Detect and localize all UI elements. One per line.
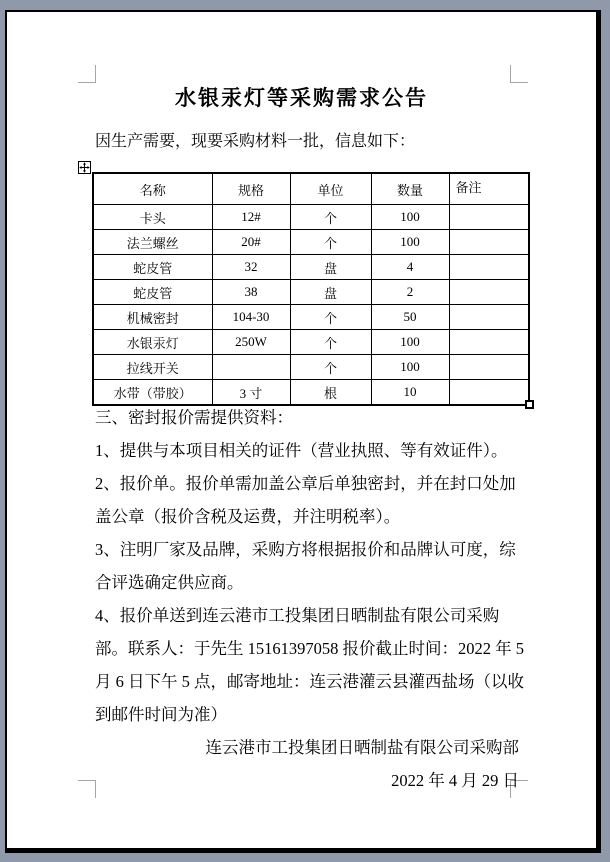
table-cell: 250W [212, 330, 290, 355]
table-row [93, 305, 529, 330]
date-line: 2022 年 4 月 29 日 [391, 771, 519, 790]
table-cell: 个 [290, 355, 371, 380]
table-cell [449, 255, 529, 280]
column-header: 数量 [371, 173, 449, 205]
paragraph: 2、报价单。报价单需加盖公章后单独密封，并在封口处加盖公章（报价含税及运费，并注明税率）。 [95, 474, 516, 526]
table-cell: 104-30 [212, 305, 290, 330]
paragraph: 三、密封报价需提供资料： [95, 408, 293, 427]
table-cell [449, 305, 529, 330]
column-header: 单位 [290, 173, 371, 205]
intro-paragraph: 因生产需要，现要采购材料一批，信息如下： [95, 133, 416, 150]
table-move-handle-icon[interactable] [78, 161, 91, 174]
procurement-items-table [92, 172, 530, 406]
table-cell: 拉线开关 [93, 355, 212, 380]
table-cell: 蛇皮管 [93, 280, 212, 305]
paragraph: 3、注明厂家及品牌，采购方将根据报价和品牌认可度，综合评选确定供应商。 [95, 540, 516, 592]
table-cell: 卡头 [93, 205, 212, 230]
document-page [5, 10, 601, 853]
margin-mark-top-left [78, 65, 96, 83]
table-cell: 水银汞灯 [93, 330, 212, 355]
table-cell: 法兰螺丝 [93, 230, 212, 255]
body-text-block [95, 401, 531, 797]
table-cell: 32 [212, 255, 290, 280]
table-row [93, 255, 529, 280]
table-cell: 水带（带胶） [93, 380, 212, 406]
table-cell: 38 [212, 280, 290, 305]
paragraph: 4、报价单送到连云港市工投集团日晒制盐有限公司采购部。联系人：于先生 15161397058 报价截止时间：2022 年 5 月 6 日下午 5 点，邮寄地址：连云港灌云县灌西盐场（以收到邮件时间为准） [95, 606, 524, 724]
table-row [93, 280, 529, 305]
column-header: 规格 [212, 173, 290, 205]
margin-mark-bottom-left [78, 780, 96, 798]
table-header-row [93, 173, 529, 205]
table-cell: 10 [371, 380, 449, 406]
table-cell: 100 [371, 230, 449, 255]
table-cell: 个 [290, 305, 371, 330]
margin-mark-top-right [510, 65, 528, 83]
paragraph-list [95, 401, 531, 731]
table-cell: 50 [371, 305, 449, 330]
column-header: 名称 [93, 173, 212, 205]
paragraph: 1、提供与本项目相关的证件（营业执照、等有效证件）。 [95, 441, 508, 460]
table-cell: 机械密封 [93, 305, 212, 330]
table-row [93, 330, 529, 355]
table-cell: 20# [212, 230, 290, 255]
table-cell: 100 [371, 330, 449, 355]
table-row [93, 205, 529, 230]
table-cell [449, 205, 529, 230]
table-cell: 100 [371, 355, 449, 380]
table-cell [212, 355, 290, 380]
column-header: 备注 [449, 173, 529, 205]
table-cell: 盘 [290, 280, 371, 305]
table-cell: 3 寸 [212, 380, 290, 406]
table-cell: 蛇皮管 [93, 255, 212, 280]
table-cell [449, 355, 529, 380]
table-cell: 个 [290, 230, 371, 255]
signature-line: 连云港市工投集团日晒制盐有限公司采购部 [205, 738, 519, 757]
table-cell: 个 [290, 330, 371, 355]
table-row [93, 230, 529, 255]
table-cell: 4 [371, 255, 449, 280]
table-cell [449, 230, 529, 255]
table-cell: 个 [290, 205, 371, 230]
table-cell [449, 280, 529, 305]
document-title: 水银汞灯等采购需求公告 [175, 86, 428, 110]
table-cell: 12# [212, 205, 290, 230]
table-cell: 2 [371, 280, 449, 305]
table-cell: 盘 [290, 255, 371, 280]
table-cell: 根 [290, 380, 371, 406]
table-cell: 100 [371, 205, 449, 230]
table-row [93, 355, 529, 380]
table-cell [449, 330, 529, 355]
